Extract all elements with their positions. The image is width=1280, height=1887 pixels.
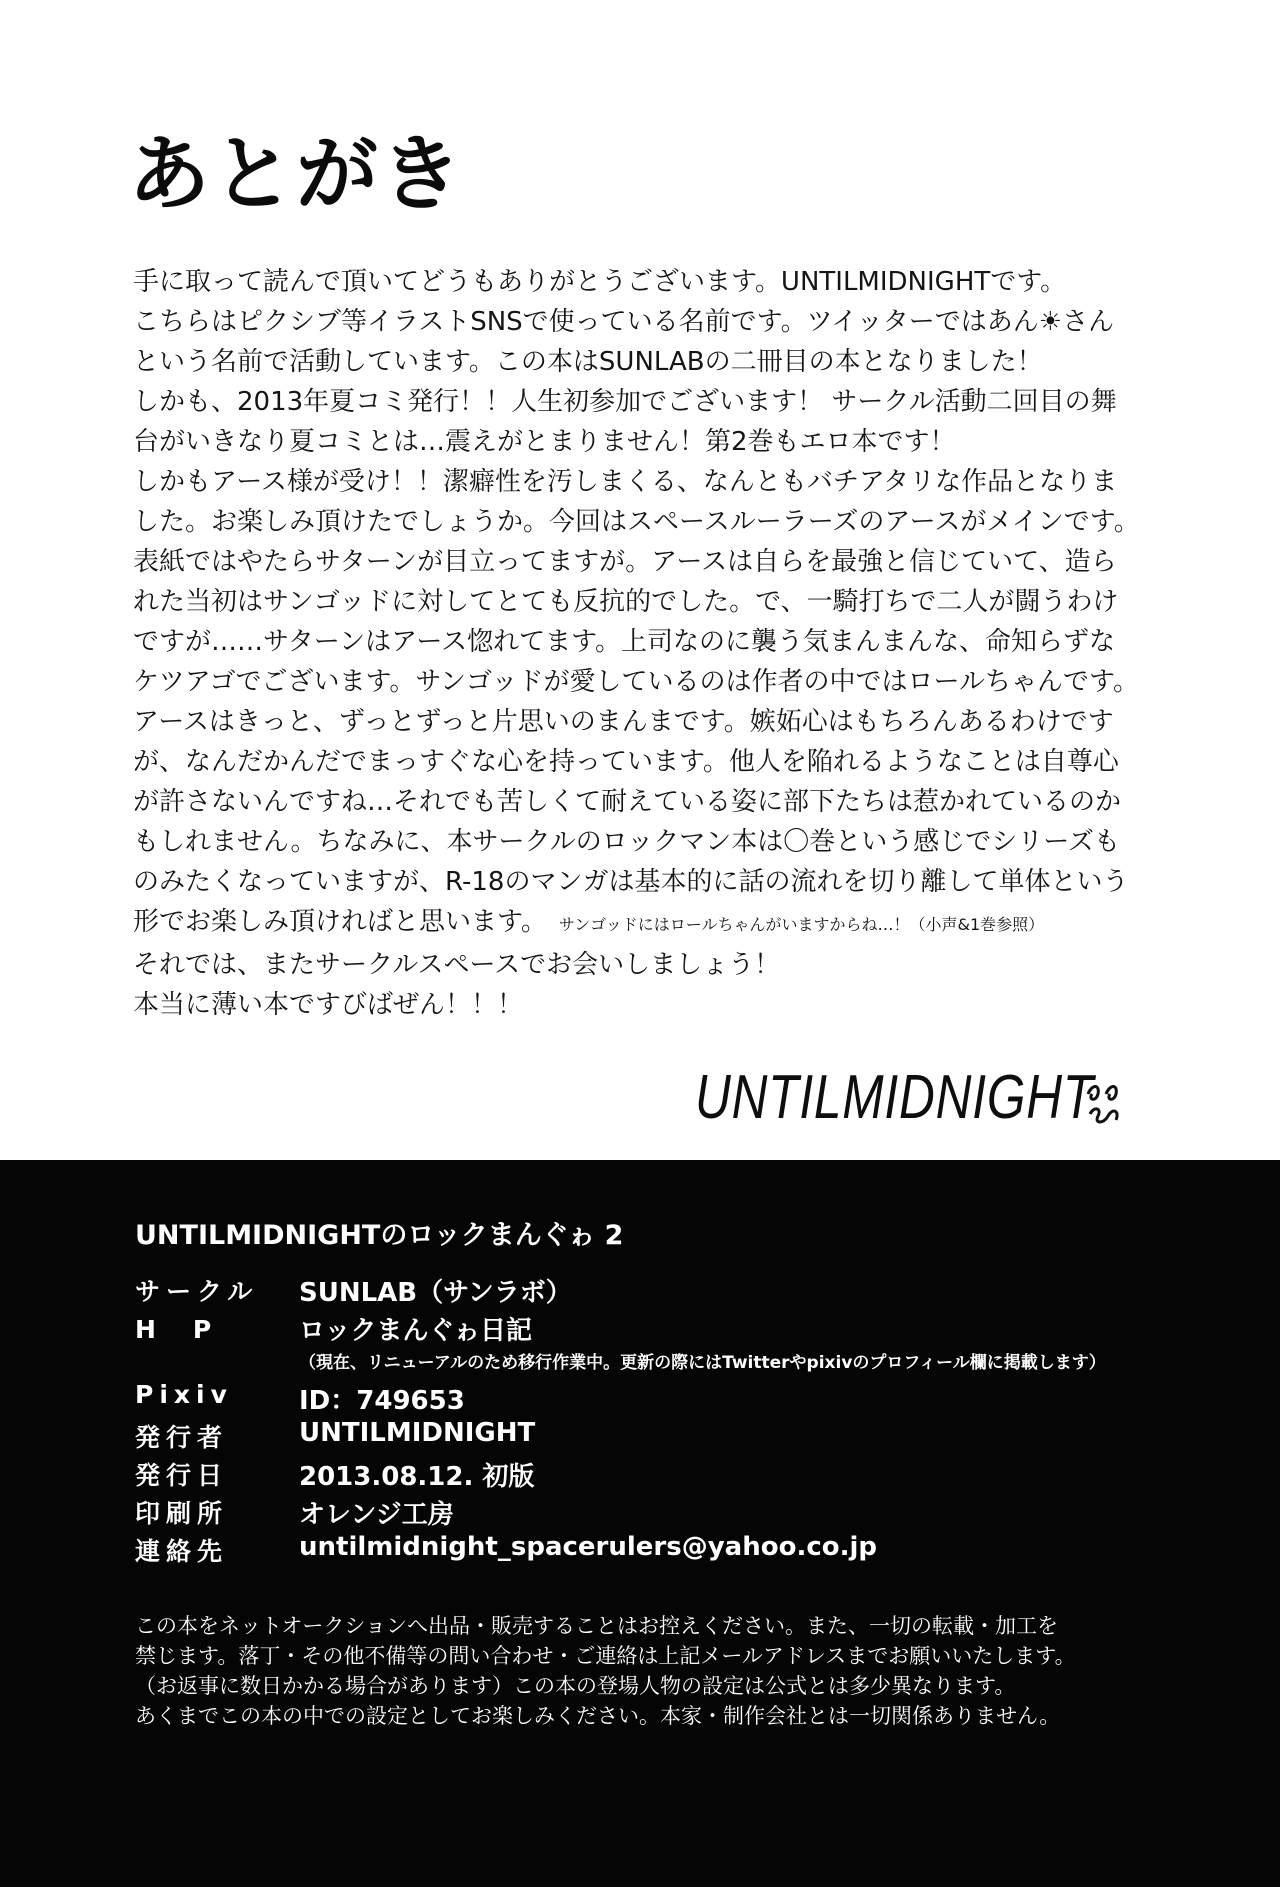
notice-line: この本をネットオークションへ出品・販売することはお控えください。また、一切の転載・加工を — [135, 1614, 1058, 1638]
body-line: もしれません。ちなみに、本サークルのロックマン本は〇巻という感じでシリーズも — [133, 827, 1120, 857]
body-line: ケツアゴでございます。サンゴッドが愛しているのは作者の中ではロールちゃんです。 — [133, 667, 1139, 697]
body-last-line: 形でお楽しみ頂ければと思います。 — [133, 907, 547, 937]
body-line: のみたくなっていますが、R-18のマンガは基本的に話の流れを切り離して単体という — [133, 867, 1129, 897]
info-label: サークル — [135, 1277, 259, 1306]
body-line: ですが……サターンはアース惚れてます。上司なのに襲う気まんまんな、命知らずな — [133, 627, 1116, 657]
info-label: 発行者 — [135, 1423, 229, 1452]
body-line: 手に取って読んで頂いてどうもありがとうございます。UNTILMIDNIGHTです。 — [133, 267, 1067, 297]
colophon-section — [0, 1160, 1280, 1887]
info-label: Pixiv — [135, 1380, 233, 1409]
notice-line: 禁じます。落丁・その他不備等の問い合わせ・ご連絡は上記メールアドレスまでお願いいたします。 — [135, 1644, 1076, 1668]
info-row-hp — [135, 1310, 1235, 1348]
body-line: 台がいきなり夏コミとは…震えがとまりません！第2巻もエロ本です！ — [133, 427, 956, 457]
body-line: 表紙ではやたらサターンが目立ってますが。アースは自らを最強と信じていて、造ら — [133, 547, 1117, 577]
body-line: こちらはピクシブ等イラストSNSで使っている名前です。ツイッターではあん☀さん — [133, 307, 1115, 337]
afterword-heading: あとがき — [128, 127, 465, 222]
body-line — [133, 902, 1153, 945]
info-row-circle — [135, 1272, 1235, 1310]
info-label: 発行日 — [135, 1461, 229, 1490]
info-label: H P — [135, 1315, 218, 1344]
body-line: れた当初はサンゴッドに対してとても反抗的でした。で、一騎打ちで二人が闘うわけ — [133, 587, 1119, 617]
book-title: UNTILMIDNIGHTのロックまんぐゎ 2 — [135, 1220, 624, 1251]
info-value: SUNLAB（サンラボ） — [299, 1278, 572, 1308]
info-value: 2013.08.12. 初版 — [299, 1462, 535, 1492]
info-value-email: untilmidnight_spacerulers@yahoo.co.jp — [299, 1532, 877, 1562]
notice-line: （お返事に数日かかる場合があります）この本の登場人物の設定は公式とは多少異なります。 — [135, 1674, 1016, 1698]
signature-doodle-icon — [1082, 1080, 1126, 1128]
info-row-publisher — [135, 1418, 1235, 1456]
info-row-contact — [135, 1532, 1235, 1570]
body-line: しかもアース様が受け！！潔癖性を汚しまくる、なんともバチアタリな作品となりま — [133, 467, 1118, 497]
colophon-info — [135, 1272, 1235, 1570]
body-aside: サンゴッドにはロールちゃんがいますからね…！（小声&1巻参照） — [558, 915, 1045, 934]
info-hp-note: （現在、リニューアルのため移行作業中。更新の際にはTwitterやpixivのプロフィール欄に掲載します） — [299, 1353, 1106, 1373]
body-line: アースはきっと、ずっとずっと片思いのまんまです。嫉妬心はもちろんあるわけです — [133, 707, 1114, 737]
body-line: が、なんだかんだでまっすぐな心を持っています。他人を陥れるようなことは自尊心 — [133, 747, 1119, 777]
body-closing-line: 本当に薄い本ですびばぜん！！！ — [133, 990, 524, 1020]
info-row-date — [135, 1456, 1235, 1494]
body-line: が許さないんですね…それでも苦しくて耐えている姿に部下たちは惹かれているのか — [133, 787, 1122, 817]
info-row-printer — [135, 1494, 1235, 1532]
body-closing-line: それでは、またサークルスペースでお会いしましょう！ — [133, 950, 781, 980]
info-label: 連絡先 — [135, 1537, 229, 1566]
body-line: しかも、2013年夏コミ発行！！人生初参加でございます！ サークル活動二回目の舞 — [133, 387, 1117, 417]
legal-notice — [135, 1611, 1145, 1731]
info-value: UNTILMIDNIGHT — [299, 1418, 536, 1448]
info-value: ID：749653 — [299, 1386, 465, 1416]
info-row-pixiv — [135, 1380, 1235, 1418]
author-signature: UNTILMIDNIGHT — [695, 1063, 1094, 1132]
notice-line: あくまでこの本の中での設定としてお楽しみください。本家・制作会社とは一切関係ありません。 — [135, 1704, 1061, 1728]
afterword-body — [133, 262, 1153, 1025]
body-line: した。お楽しみ頂けたでしょうか。今回はスペースルーラーズのアースがメインです。 — [133, 507, 1140, 537]
info-value: ロックまんぐゎ日記 — [299, 1316, 532, 1346]
body-line: という名前で活動しています。この本はSUNLABの二冊目の本となりました！ — [133, 347, 1043, 377]
info-label: 印刷所 — [135, 1499, 229, 1528]
info-value: オレンジ工房 — [299, 1500, 454, 1530]
